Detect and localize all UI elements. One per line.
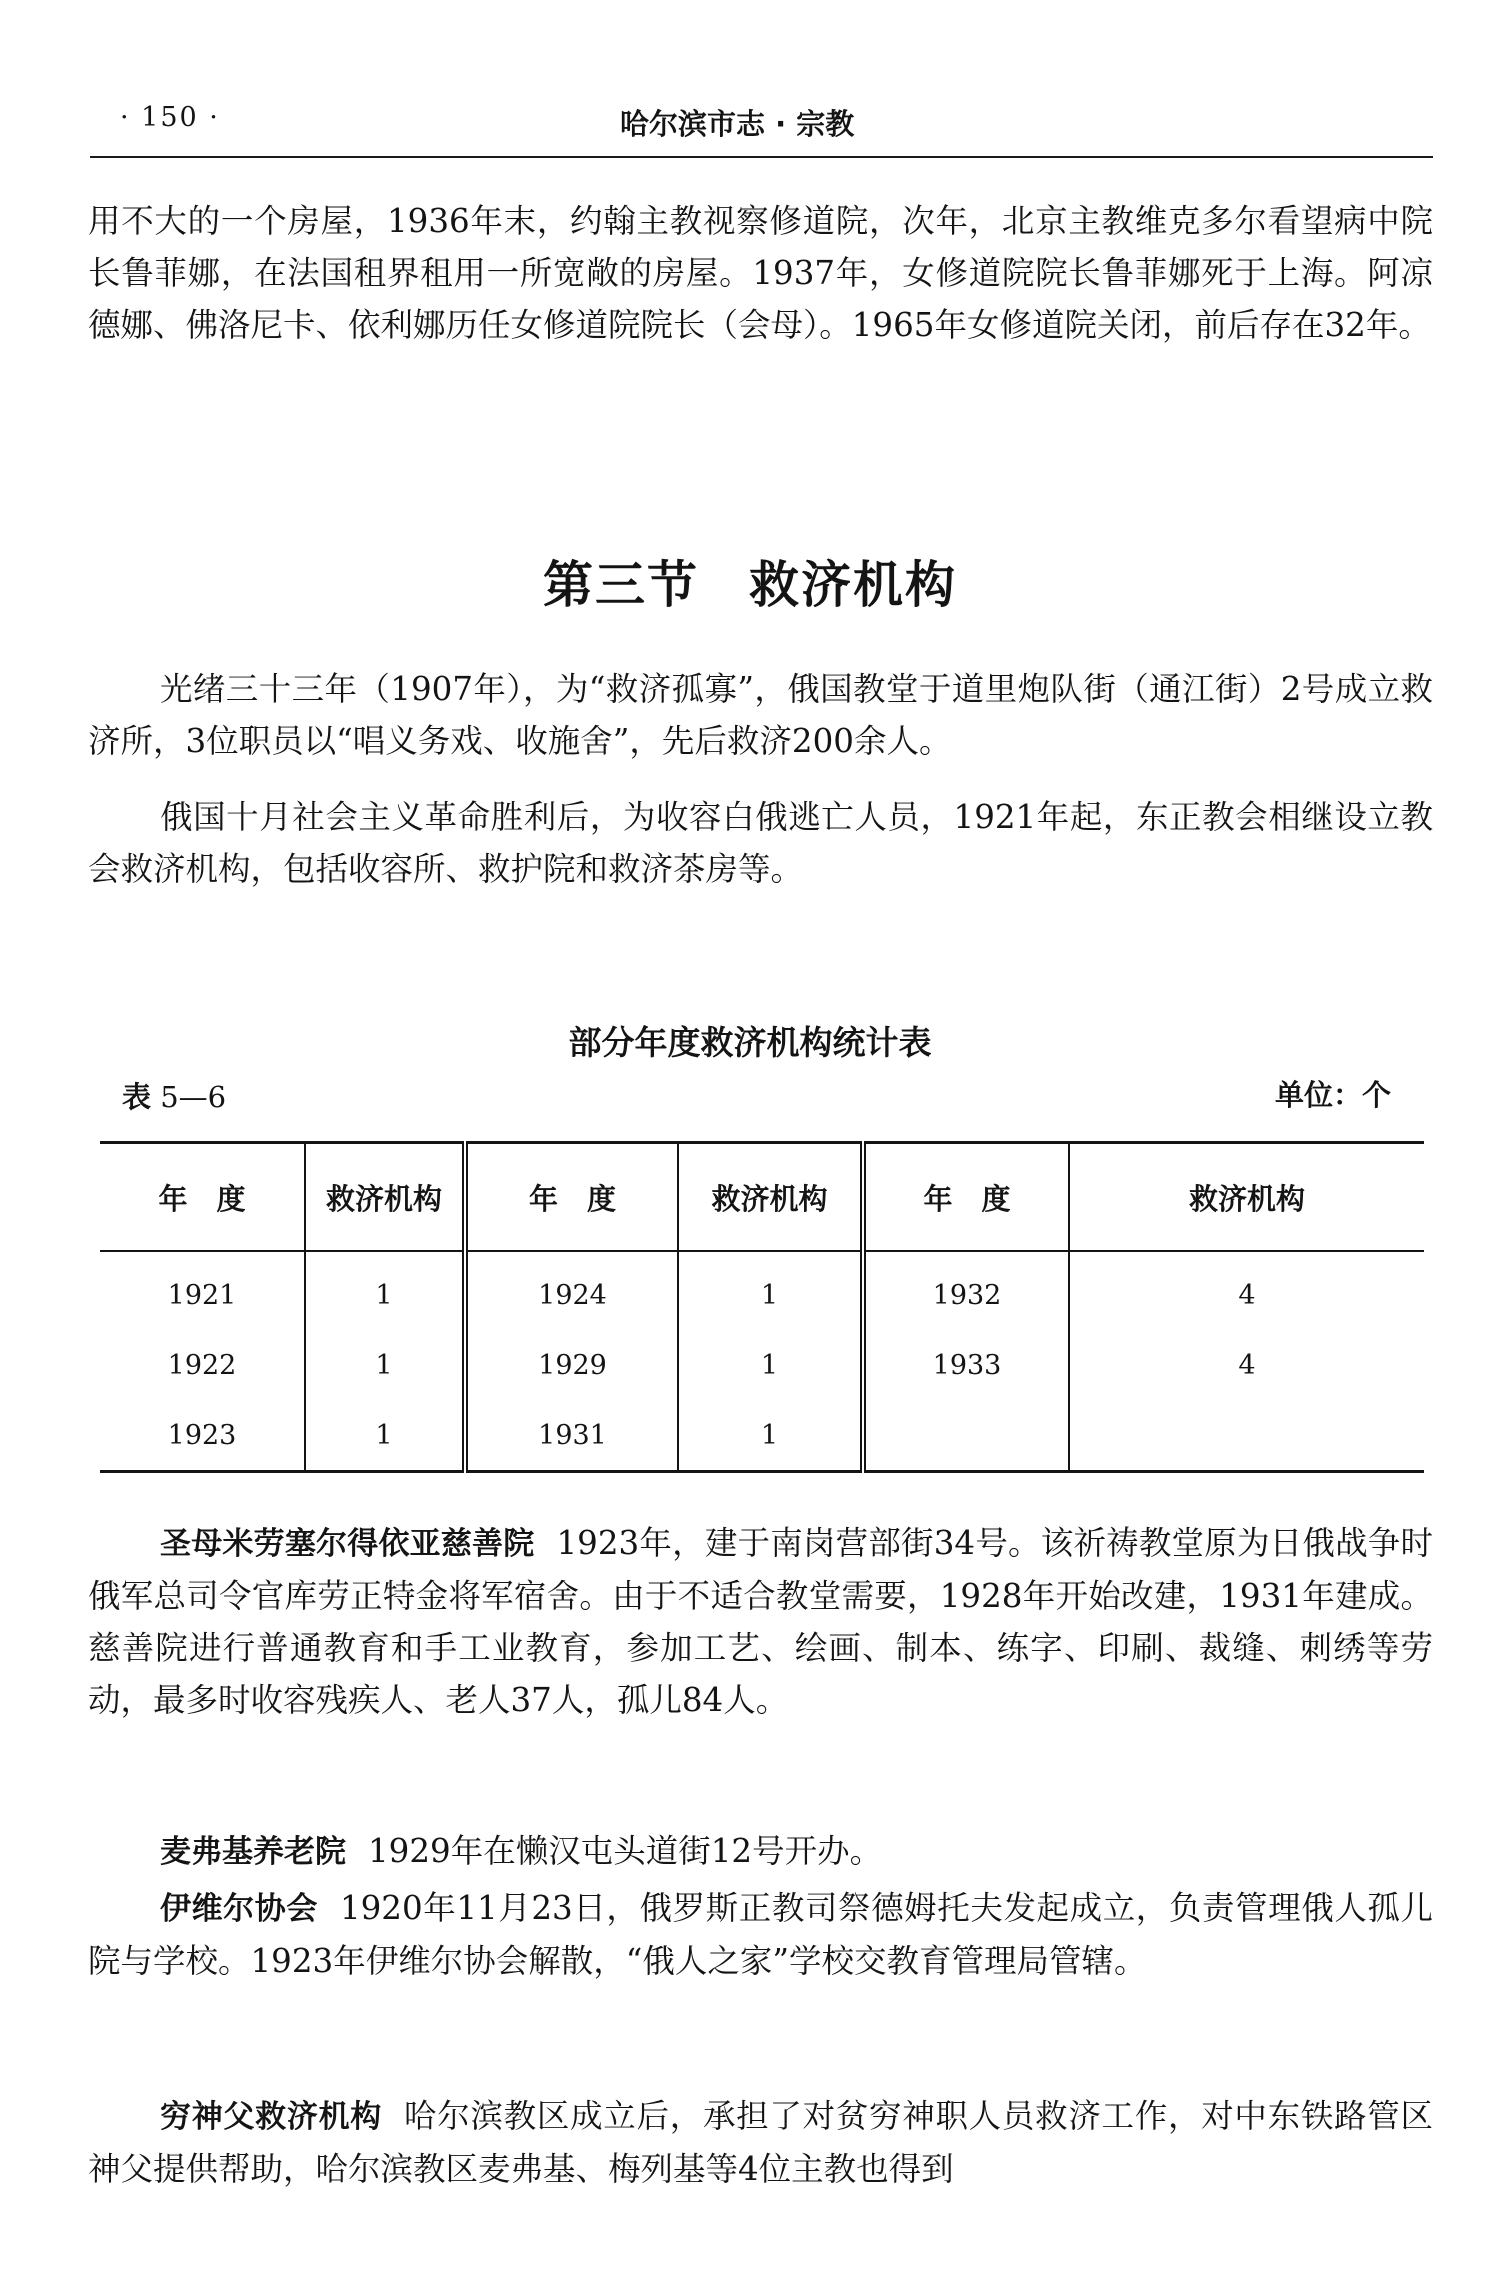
entry-body: 哈尔滨教区成立后，承担了对贫穷神职人员救济工作，对中东铁路管区神父提供帮助，哈尔滨教区麦弗基、梅列基等4位主教也得到 (88, 2097, 1433, 2188)
table-row (100, 1400, 1424, 1472)
header-rule (90, 156, 1433, 158)
section-name: 救济机构 (749, 556, 957, 614)
table-row (100, 1251, 1424, 1330)
page-number: · 150 · (120, 102, 220, 133)
entry-heading: 麦弗基养老院 (160, 1834, 346, 1870)
table-cell: 1 (678, 1330, 863, 1400)
table-cell: 1 (678, 1251, 863, 1330)
table-cell: 1 (678, 1400, 863, 1472)
entry-heading: 伊维尔协会 (160, 1891, 318, 1927)
table-cell: 1929 (465, 1330, 678, 1400)
page-header (90, 100, 1430, 152)
table-header-count: 救济机构 (678, 1143, 863, 1252)
table-cell: 1933 (863, 1330, 1069, 1400)
table-id-value: 5—6 (160, 1080, 227, 1114)
table-header-year: 年 度 (465, 1143, 678, 1252)
entry-body: 1923年，建于南岗营部街34号。该祈祷教堂原为日俄战争时俄军总司令官库劳正特金将军宿舍。由于不适合教堂需要，1928年开始改建，1931年建成。慈善院进行普通教育和手工业教育，参加工艺、绘画、制本、练字、印刷、裁缝、刺绣等劳动，最多时收容残疾人、老人37人，孤儿84人。 (88, 1524, 1433, 1719)
table-id-label: 表 (122, 1080, 152, 1114)
section-number: 第三节 (543, 556, 699, 614)
entry-paragraph (88, 2090, 1433, 2195)
table-header-count: 救济机构 (1069, 1143, 1424, 1252)
table-cell: 1924 (465, 1251, 678, 1330)
table-header-year: 年 度 (100, 1143, 305, 1252)
table-header-count: 救济机构 (305, 1143, 465, 1252)
table-cell: 1923 (100, 1400, 305, 1472)
table-header-row (100, 1143, 1424, 1252)
table-cell: 1932 (863, 1251, 1069, 1330)
table-cell: 1 (305, 1400, 465, 1472)
paragraph-relief-1921: 俄国十月社会主义革命胜利后，为收容白俄逃亡人员，1921年起，东正教会相继设立教会救济机构，包括收容所、救护院和救济茶房等。 (88, 798, 1433, 888)
entry-paragraph (88, 1825, 1433, 1878)
table-cell: 1931 (465, 1400, 678, 1472)
table-cell: 1 (305, 1330, 465, 1400)
relief-institutions-table (100, 1141, 1424, 1473)
entry-body: 1920年11月23日，俄罗斯正教司祭德姆托夫发起成立，负责管理俄人孤儿院与学校。1923年伊维尔协会解散，“俄人之家”学校交教育管理局管辖。 (88, 1889, 1434, 1980)
table-header-year: 年 度 (863, 1143, 1069, 1252)
table-cell: 1 (305, 1251, 465, 1330)
section-title (0, 545, 1500, 617)
table-cell (863, 1400, 1069, 1472)
table-number (122, 1075, 226, 1116)
table-title: 部分年度救济机构统计表 (568, 1023, 932, 1062)
entry-body: 1929年在懒汉屯头道街12号开办。 (368, 1832, 883, 1870)
table-cell: 1922 (100, 1330, 305, 1400)
entry-paragraph (88, 1882, 1433, 1987)
table-cell: 4 (1238, 1349, 1256, 1381)
table-cell: 4 (1238, 1279, 1256, 1311)
table-unit: 单位：个 (1275, 1078, 1392, 1112)
paragraph-relief-1907: 光绪三十三年（1907年），为“救济孤寡”，俄国教堂于道里炮队街（通江街）2号成立救济所，3位职员以“唱义务戏、收施舍”，先后救济200余人。 (88, 670, 1433, 760)
table-cell (1069, 1400, 1424, 1472)
table-row (100, 1330, 1424, 1400)
table-cell: 1921 (100, 1251, 305, 1330)
entry-heading: 圣母米劳塞尔得依亚慈善院 (160, 1526, 535, 1562)
entry-heading: 穷神父救济机构 (160, 2099, 383, 2135)
running-title: 哈尔滨市志 · 宗教 (620, 107, 855, 141)
paragraph-continuation: 用不大的一个房屋，1936年末，约翰主教视察修道院，次年，北京主教维克多尔看望病中院长鲁菲娜，在法国租界租用一所宽敞的房屋。1937年，女修道院院长鲁菲娜死于上海。阿凉德娜、佛洛尼卡、依利娜历任女修道院院长（会母）。1965年女修道院关闭，前后存在32年。 (88, 202, 1433, 344)
entry-paragraph (88, 1517, 1433, 1726)
